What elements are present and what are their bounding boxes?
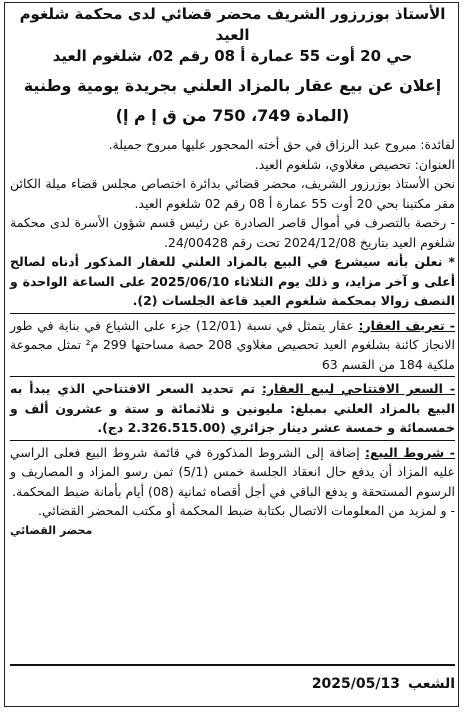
divider [10, 440, 455, 441]
contact-info [10, 501, 455, 537]
beneficiary-line: لفائدة: مبروح عبد الرزاق في حق أخته المحجور عليها مبروح جميلة. [108, 137, 455, 152]
auction-announcement: * نعلن بأنه سيشرع في البيع بالمزاد العلني للعقار المذكور أدناه لصالح أعلى و آخر مزايد، و ذلك يوم الثلاثاء 2025/06/10 على الساعة الواحدة و النصف زوالا بمحكمة شلغوم العيد قاعة الجلسات (2). [10, 254, 455, 308]
divider [10, 376, 455, 377]
bailiff-statement: نحن الأستاذ بوزرزور الشريف، محضر قضائي بدائرة اختصاص مجلس قضاء ميلة الكائن مقر مكتبنا بحي 20 أوت 55 عمارة أ 08 رقم 02 شلغوم العيد. [10, 176, 455, 211]
bailiff-address-line: حي 20 أوت 55 عمارة أ 08 رقم 02، شلغوم العيد [52, 47, 413, 65]
publication-footer [10, 664, 455, 692]
opening-price [10, 379, 455, 438]
divider [10, 313, 455, 314]
publication-date: 2025/05/13 [311, 676, 400, 692]
property-text: عقار يتمثل في نسبة (12/01) جزء على الشياع في بناية في طور الانجاز كائنة بشلغوم العيد تحصيص مغلاوي 208 حصة مساحتها 299 م² تمثل مجموعة ملكية 184 من القسم 63 [10, 317, 456, 372]
newspaper-name: الشعب [407, 676, 455, 692]
notice-legal-reference: (المادة 749، 750 من ق إ م إ) [115, 106, 350, 125]
sale-conditions-text: إضافة إلى الشروط المذكورة في قائمة شروط البيع فعلى الراسي عليه المزاد أن يدفع حال انعقاد الجلسة خمس (5/1) ثمن رسو المزاد و المصاريف و الرسوم المستحقة و يدفع الباقي في أجل أقصاه ثمانية (08) أيام بأمانة ضبط المحكمة. [10, 444, 455, 499]
sale-conditions-label: - شروط البيع: [364, 444, 455, 460]
contact-text: - و لمزيد من المعلومات الاتصال بكتابة ضبط المحكمة أو مكتب المحضر القضائي. [37, 503, 455, 518]
authorization-paragraph: - رخصة بالتصرف في أموال قاصر الصادرة عن رئيس قسم شؤون الأسرة لدى محكمة شلغوم العيد بتاريخ 2024/12/08 تحت رقم 24/00428. [10, 215, 455, 250]
address-line: العنوان: تحصيص مغلاوي، شلغوم العيد. [254, 156, 455, 172]
opening-price-text: تم تحديد السعر الافتتاحي الذي يبدأ به البيع بالمزاد العلني بمبلغ: مليونين و ثلاثمائة و ستة و عشرون ألف و خمسمائة و خمسة عشر دينار جزائري (2.326.515.00 دج). [10, 381, 455, 435]
opening-price-label: - السعر الافتتاحي لبيع العقار: [261, 381, 456, 396]
bailiff-name-line: الأستاذ بوزرزور الشريف محضر قضائي لدى محكمة شلغوم العيد [19, 5, 446, 44]
property-label: - تعريف العقار: [358, 317, 455, 333]
footer-divider [10, 664, 455, 666]
notice-title: إعلان عن بيع عقار بالمزاد العلني بجريدة يومية وطنية [23, 76, 442, 95]
sale-conditions [10, 443, 455, 502]
signature: محضر القضائي [10, 523, 93, 537]
property-description [10, 316, 455, 375]
